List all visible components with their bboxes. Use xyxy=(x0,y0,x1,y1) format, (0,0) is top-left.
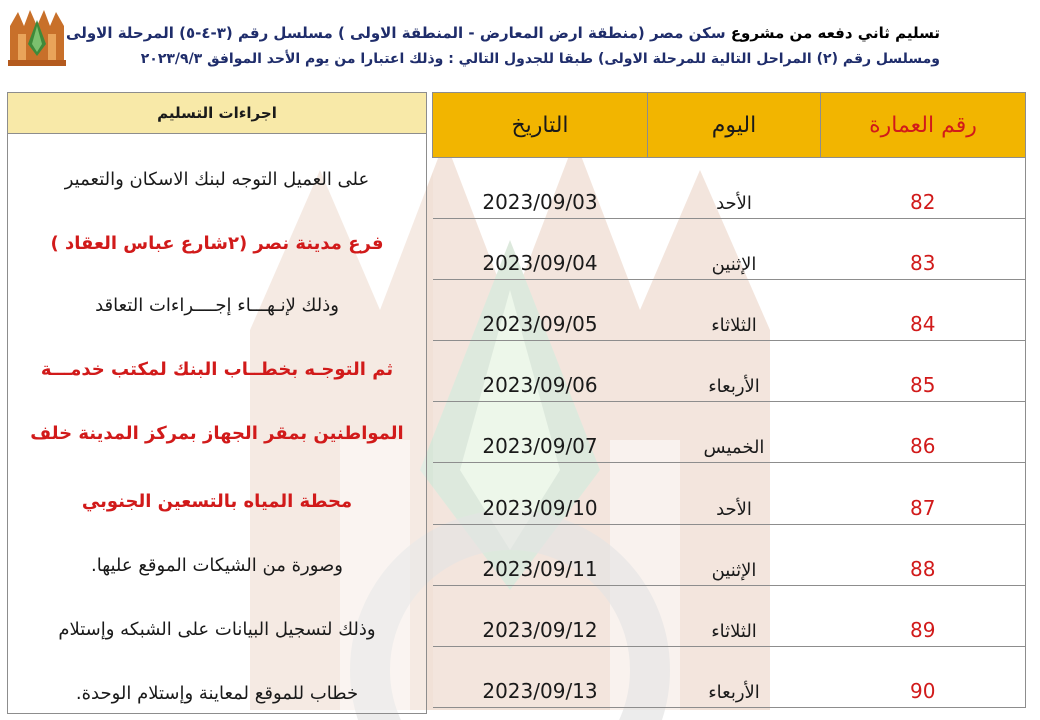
building-number-cell: 90 xyxy=(821,646,1026,707)
day-cell: الأربعاء xyxy=(648,341,821,402)
table-row xyxy=(433,402,1026,463)
table-row xyxy=(433,219,1026,280)
procedure-line-8: وذلك لتسجيل البيانات على الشبكه وإستلام xyxy=(58,619,376,640)
procedure-line-9: خطاب للموقع لمعاينة وإستلام الوحدة. xyxy=(75,683,359,704)
procedure-line-1: على العميل التوجه لبنك الاسكان والتعمير xyxy=(64,169,370,190)
building-number-cell: 82 xyxy=(821,158,1026,219)
schedule-header-row xyxy=(433,93,1026,158)
building-number-cell: 83 xyxy=(821,219,1026,280)
day-cell: الخميس xyxy=(648,402,821,463)
procedure-line-4: ثم التوجـه بخطــاب البنك لمكتب خدمـــة xyxy=(40,359,394,380)
date-cell: 2023/09/04 xyxy=(433,219,648,280)
date-cell: 2023/09/03 xyxy=(433,158,648,219)
procedure-line-5: المواطنين بمقر الجهاز بمركز المدينة خلف xyxy=(30,423,404,444)
date-cell: 2023/09/12 xyxy=(433,585,648,646)
date-cell: 2023/09/06 xyxy=(433,341,648,402)
column-header-building: رقم العمارة xyxy=(821,93,1026,158)
table-row xyxy=(433,341,1026,402)
column-header-day: اليوم xyxy=(648,93,821,158)
day-cell: الإثنين xyxy=(648,524,821,585)
building-number-cell: 86 xyxy=(821,402,1026,463)
building-number-cell: 89 xyxy=(821,585,1026,646)
schedule-table xyxy=(432,92,1026,708)
table-row xyxy=(433,646,1026,707)
header-line-1 xyxy=(60,24,940,42)
day-cell: الثلاثاء xyxy=(648,280,821,341)
date-cell: 2023/09/05 xyxy=(433,280,648,341)
procedure-line-6: محطة المياه بالتسعين الجنوبي xyxy=(81,491,353,512)
date-cell: 2023/09/10 xyxy=(433,463,648,524)
procedure-line-7: وصورة من الشيكات الموقع عليها. xyxy=(91,555,343,576)
date-cell: 2023/09/13 xyxy=(433,646,648,707)
building-number-cell: 87 xyxy=(821,463,1026,524)
building-number-cell: 88 xyxy=(821,524,1026,585)
table-row xyxy=(433,280,1026,341)
column-header-date: التاريخ xyxy=(433,93,648,158)
day-cell: الأحد xyxy=(648,463,821,524)
day-cell: الإثنين xyxy=(648,219,821,280)
day-cell: الأربعاء xyxy=(648,646,821,707)
building-number-cell: 85 xyxy=(821,341,1026,402)
building-number-cell: 84 xyxy=(821,280,1026,341)
table-row xyxy=(433,585,1026,646)
table-row xyxy=(433,524,1026,585)
date-cell: 2023/09/11 xyxy=(433,524,648,585)
date-cell: 2023/09/07 xyxy=(433,402,648,463)
header-subtitle: سكن مصر (منطقة ارض المعارض - المنطقة الاولى ) مسلسل رقم (٣-٤-٥) المرحلة الاولى xyxy=(66,24,726,42)
table-row xyxy=(433,158,1026,219)
day-cell: الأحد xyxy=(648,158,821,219)
table-row xyxy=(433,463,1026,524)
procedure-line-2: فرع مدينة نصر (٢شارع عباس العقاد ) xyxy=(50,233,384,254)
day-cell: الثلاثاء xyxy=(648,585,821,646)
header-title: تسليم ثاني دفعه من مشروع xyxy=(730,24,940,42)
procedures-title: اجراءات التسليم xyxy=(8,93,426,134)
header-line-2: ومسلسل رقم (٢) المراحل التالية للمرحلة الاولى) طبقا للجدول التالي : وذلك اعتبارا من يوم الأحد الموافق ٢٠٢٣/٩/٣ xyxy=(140,51,940,67)
procedure-line-3: وذلك لإنـهـــاء إجــــراءات التعاقد xyxy=(95,295,339,316)
procedures-panel xyxy=(7,92,427,714)
